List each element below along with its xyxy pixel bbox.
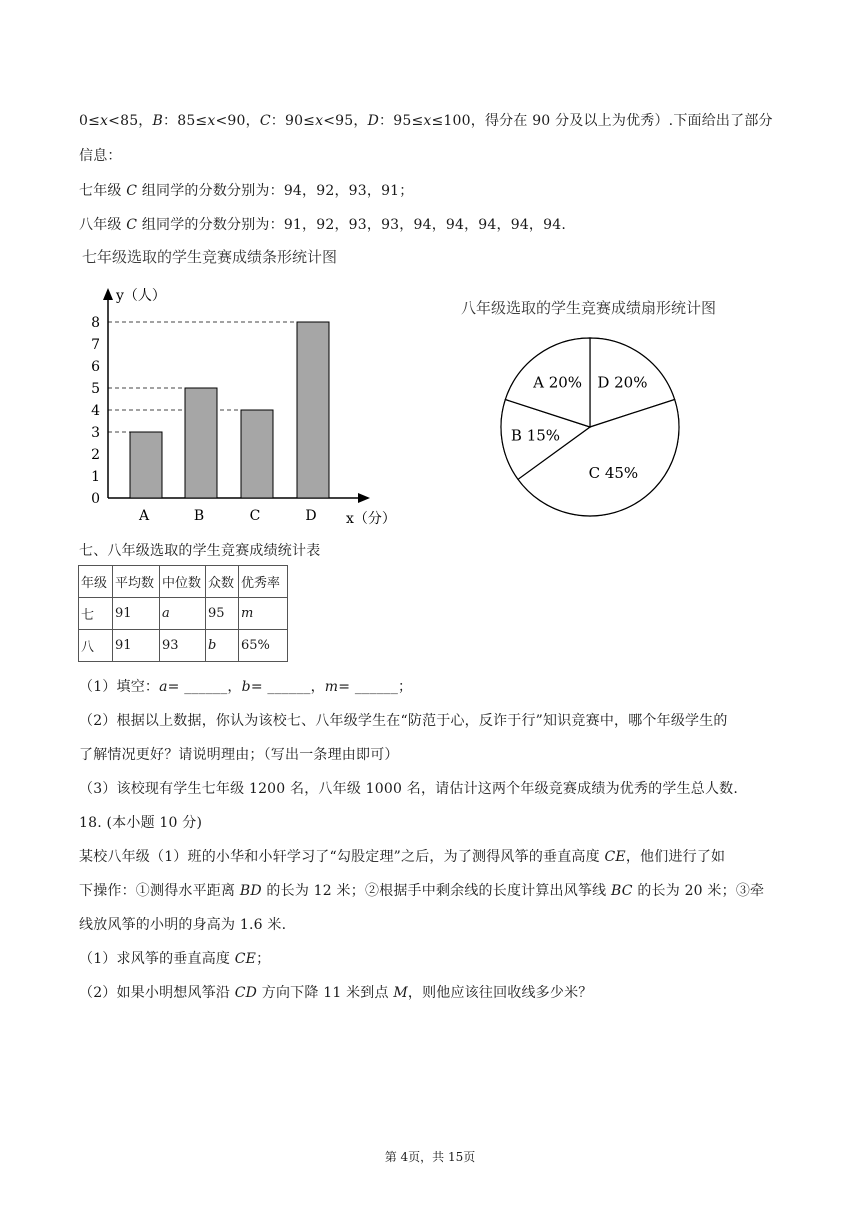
question-3: （3）该校现有学生七年级 1200 名，八年级 1000 名，请估计这两个年级竞赛成绩为优秀的学生总人数. (79, 781, 739, 797)
pie-slice-label: A 20% (533, 373, 583, 392)
table-header-row (79, 566, 288, 598)
table-cell: 七 (79, 598, 113, 630)
bar-c (241, 410, 273, 498)
y-axis-label: y（人） (116, 288, 166, 304)
problem-18-line-2: 下操作：①测得水平距离 BD 的长为 12 米；②根据手中剩余线的长度计算出风筝线 BC 的长为 20 米；③牵 (79, 883, 765, 899)
bar-a (130, 432, 162, 498)
y-tick-label: 0 (91, 491, 100, 507)
question-2-line-2: 了解情况更好？请说明理由；（写出一条理由即可） (79, 747, 399, 763)
problem-18-line-3: 线放风筝的小明的身高为 1.6 米. (79, 917, 287, 933)
header-cell: 中位数 (160, 566, 206, 598)
y-axis-arrow (103, 288, 113, 300)
pie-slice-label: D 20% (597, 373, 648, 392)
problem-18-question-1: （1）求风筝的垂直高度 CE； (79, 951, 271, 967)
header-cell: 年级 (79, 566, 113, 598)
bar-chart (78, 275, 418, 540)
x-tick-label: B (193, 508, 205, 524)
x-tick-label: C (249, 508, 261, 524)
x-axis-label: x（分） (346, 511, 396, 527)
problem-18-line-1: 某校八年级（1）班的小华和小轩学习了“勾股定理”之后，为了测得风筝的垂直高度 CE，他们进行了如 (79, 849, 726, 865)
pie-chart-title: 八年级选取的学生竞赛成绩扇形统计图 (461, 299, 717, 317)
table-cell: 91 (113, 598, 160, 630)
table-cell: 65% (239, 630, 288, 662)
y-tick-label: 7 (91, 337, 100, 353)
table-cell: b (206, 630, 239, 662)
question-2-line-1: （2）根据以上数据，你认为该校七、八年级学生在“防范于心，反诈于行”知识竞赛中，哪个年级学生的 (79, 713, 728, 729)
stats-table (78, 565, 288, 662)
table-caption: 七、八年级选取的学生竞赛成绩统计表 (79, 543, 321, 559)
pie-slice-label: B 15% (510, 426, 561, 445)
table-cell: 91 (113, 630, 160, 662)
intro-line-3: 七年级 C 组同学的分数分别为：94，92，93，91； (79, 183, 414, 199)
table-cell: 93 (160, 630, 206, 662)
header-cell: 众数 (206, 566, 239, 598)
x-tick-label: A (138, 508, 150, 524)
bar-d (297, 322, 329, 498)
table-cell: m (239, 598, 288, 630)
y-tick-label: 4 (91, 403, 100, 419)
table-row (79, 630, 288, 662)
x-tick-label: D (305, 508, 317, 524)
page-footer: 第 4页，共 15页 (384, 1150, 476, 1164)
y-tick-label: 3 (91, 425, 100, 441)
intro-line-2: 信息： (79, 148, 122, 164)
bar-chart-title: 七年级选取的学生竞赛成绩条形统计图 (82, 248, 338, 266)
intro-line-4: 八年级 C 组同学的分数分别为：91，92，93，93，94，94，94，94，94. (79, 217, 567, 233)
question-1: （1）填空：a= ______，b= ______，m= ______； (79, 679, 413, 695)
pie-slice-label: C 45% (588, 464, 639, 482)
table-cell: 八 (79, 630, 113, 662)
header-cell: 优秀率 (239, 566, 288, 598)
problem-18-header: 18. (本小题 10 分) (79, 815, 203, 831)
problem-18-question-2: （2）如果小明想风筝沿 CD 方向下降 11 米到点 M，则他应该往回收线多少米？ (79, 985, 593, 1001)
y-tick-label: 2 (91, 447, 100, 463)
y-tick-label: 1 (91, 469, 100, 485)
pie-chart (490, 327, 690, 527)
table-cell: 95 (206, 598, 239, 630)
header-cell: 平均数 (113, 566, 160, 598)
table-row (79, 598, 288, 630)
table-cell: a (160, 598, 206, 630)
y-tick-label: 6 (91, 359, 100, 375)
intro-line-1: 0≤x<85，B：85≤x<90，C：90≤x<95，D：95≤x≤100，得分在 90 分及以上为优秀）.下面给出了部分 (79, 113, 773, 129)
bar-b (185, 388, 217, 498)
y-tick-label: 5 (91, 381, 100, 397)
x-axis-arrow (358, 493, 370, 503)
y-tick-label: 8 (91, 315, 100, 331)
